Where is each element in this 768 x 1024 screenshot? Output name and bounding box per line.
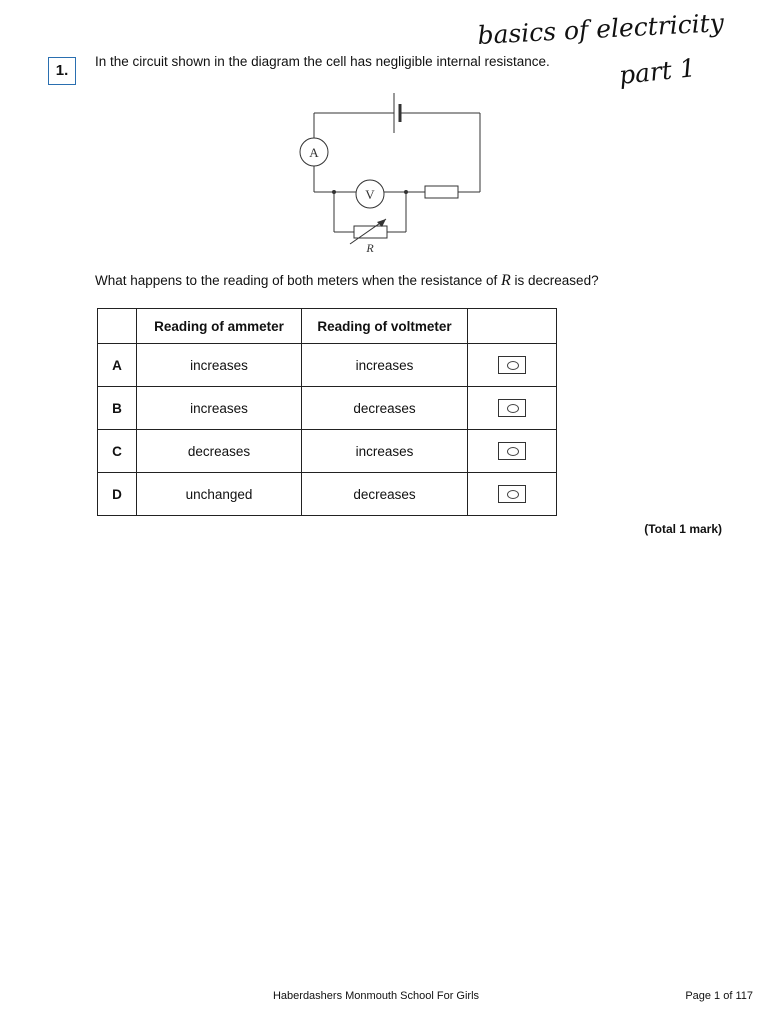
answer-table [97, 308, 557, 516]
fixed-resistor [425, 186, 458, 198]
header-ammeter: Reading of ammeter [137, 309, 302, 344]
ammeter-label: A [309, 145, 319, 160]
table-row [98, 473, 557, 516]
answer-bubble-c[interactable] [498, 442, 526, 460]
option-letter: D [98, 473, 137, 516]
voltmeter-reading: decreases [302, 387, 468, 430]
variable-resistor-label: R [366, 241, 374, 255]
ammeter-reading: decreases [137, 430, 302, 473]
footer-school-name: Haberdashers Monmouth School For Girls [272, 990, 480, 1002]
table-header-row [98, 309, 557, 344]
voltmeter-reading: increases [302, 430, 468, 473]
answer-choice-cell [468, 344, 557, 387]
option-letter: C [98, 430, 137, 473]
table-row [98, 430, 557, 473]
question-prompt-start: What happens to the reading of both meters when the resistance of [95, 273, 501, 288]
option-letter: B [98, 387, 137, 430]
ammeter-reading: unchanged [137, 473, 302, 516]
total-marks: (Total 1 mark) [644, 522, 722, 536]
answer-bubble-a[interactable] [498, 356, 526, 374]
resistance-symbol: R [501, 272, 511, 289]
header-voltmeter: Reading of voltmeter [302, 309, 468, 344]
header-letter [98, 309, 137, 344]
handwritten-note-line2: part 1 [617, 53, 697, 90]
answer-bubble-d[interactable] [498, 485, 526, 503]
handwritten-note [470, 0, 730, 100]
voltmeter-reading: decreases [302, 473, 468, 516]
variable-resistor [354, 226, 387, 238]
answer-choice-cell [468, 430, 557, 473]
circuit-diagram [290, 85, 490, 260]
answer-choice-cell [468, 473, 557, 516]
ammeter-reading: increases [137, 387, 302, 430]
footer-page-number: Page 1 of 117 [685, 990, 753, 1002]
voltmeter-label: V [365, 187, 375, 202]
question-prompt-end: is decreased? [510, 273, 599, 288]
header-choice [468, 309, 557, 344]
voltmeter-reading: increases [302, 344, 468, 387]
question-number: 1. [48, 57, 76, 85]
table-row [98, 344, 557, 387]
question-prompt [95, 272, 599, 290]
table-row [98, 387, 557, 430]
question-intro: In the circuit shown in the diagram the cell has negligible internal resistance. [95, 54, 550, 69]
ammeter-reading: increases [137, 344, 302, 387]
answer-choice-cell [468, 387, 557, 430]
option-letter: A [98, 344, 137, 387]
answer-bubble-b[interactable] [498, 399, 526, 417]
handwritten-note-line1: basics of electricity [476, 8, 725, 50]
